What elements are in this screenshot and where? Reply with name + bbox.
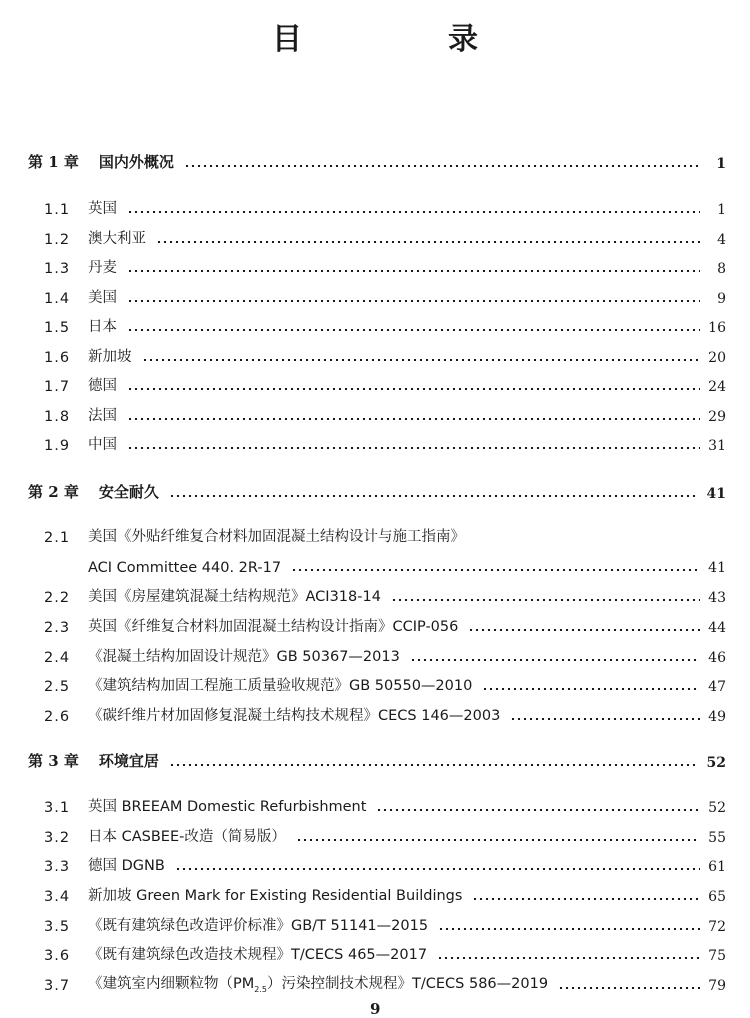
- section-title-part: 《建筑室内细颗粒物（PM: [88, 976, 255, 993]
- dot-leader: [410, 659, 700, 661]
- section-number: 2.5: [44, 679, 71, 695]
- dot-leader: [468, 629, 700, 631]
- page-number: 9: [717, 291, 726, 307]
- page-number: 55: [708, 830, 726, 846]
- section-title: 美国《外贴纤维复合材料加固混凝土结构设计与施工指南》: [88, 529, 465, 545]
- section-title: 英国: [88, 201, 117, 217]
- toc-section-2-3[interactable]: [0, 610, 750, 636]
- toc-section-1-3[interactable]: [0, 251, 750, 277]
- section-title-part: ）污染控制技术规程》T/CECS 586—2019: [267, 976, 549, 993]
- section-title: 中国: [88, 437, 117, 453]
- section-number: 3.6: [44, 948, 71, 964]
- toc-section-3-3[interactable]: [0, 849, 750, 875]
- section-number: 1.7: [44, 379, 71, 395]
- section-number: 2.4: [44, 650, 71, 666]
- toc-section-1-4[interactable]: [0, 281, 750, 307]
- toc-section-1-9[interactable]: [0, 428, 750, 454]
- page-number: 29: [708, 409, 726, 425]
- section-number: 2.6: [44, 709, 71, 725]
- toc-section-2-5[interactable]: [0, 669, 750, 695]
- dot-leader: [376, 809, 700, 811]
- toc-section-2-1-continuation[interactable]: [0, 550, 750, 576]
- section-number: 1.2: [44, 232, 71, 248]
- section-title: 英国 BREEAM Domestic Refurbishment: [88, 799, 367, 815]
- section-title: 美国: [88, 290, 117, 306]
- chapter-number: 第 2 章: [28, 483, 79, 501]
- dot-leader: [127, 418, 700, 420]
- section-number: 3.1: [44, 800, 71, 816]
- section-title: 《既有建筑绿色改造技术规程》T/CECS 465—2017: [88, 947, 428, 963]
- page-number: 52: [708, 800, 726, 816]
- toc-section-3-1[interactable]: [0, 790, 750, 816]
- dot-leader: [127, 270, 700, 272]
- page-number: 75: [708, 948, 726, 964]
- dot-leader: [438, 928, 700, 930]
- page-number: 47: [708, 679, 726, 695]
- toc-chapter-1[interactable]: [0, 146, 750, 172]
- toc-chapter-3[interactable]: [0, 745, 750, 771]
- chapter-number: 第 3 章: [28, 752, 79, 770]
- section-title: 《既有建筑绿色改造评价标准》GB/T 51141—2015: [88, 918, 429, 934]
- section-number: 3.5: [44, 919, 71, 935]
- section-title: 美国《房屋建筑混凝土结构规范》ACI318-14: [88, 589, 381, 605]
- section-number: 1.1: [44, 202, 71, 218]
- section-number: 3.2: [44, 830, 71, 846]
- toc-section-1-7[interactable]: [0, 369, 750, 395]
- page-title: 目 录: [272, 22, 536, 57]
- section-title: 德国 DGNB: [88, 858, 165, 874]
- toc-section-1-6[interactable]: [0, 340, 750, 366]
- page-number: 44: [708, 620, 726, 636]
- footer-page-number: 9: [370, 1000, 381, 1018]
- dot-leader: [391, 599, 700, 601]
- dot-leader: [510, 718, 700, 720]
- toc-section-2-1[interactable]: [0, 520, 750, 546]
- toc-section-1-5[interactable]: [0, 310, 750, 336]
- page-number: 61: [708, 859, 726, 875]
- toc-section-2-2[interactable]: [0, 580, 750, 606]
- dot-leader: [169, 495, 699, 497]
- section-number: 3.4: [44, 889, 71, 905]
- chapter-title: 国内外概况: [98, 153, 174, 171]
- dot-leader: [127, 388, 700, 390]
- toc-chapter-2[interactable]: [0, 476, 750, 502]
- section-title: 澳大利亚: [88, 231, 146, 247]
- dot-leader: [127, 329, 700, 331]
- section-number: 3.3: [44, 859, 71, 875]
- toc-section-1-8[interactable]: [0, 399, 750, 425]
- section-title: 日本: [88, 319, 117, 335]
- page-number: 72: [708, 919, 726, 935]
- page-number: 41: [708, 560, 726, 576]
- dot-leader: [169, 764, 699, 766]
- section-number: 1.9: [44, 438, 71, 454]
- dot-leader: [127, 447, 700, 449]
- section-title-continuation: ACI Committee 440. 2R-17: [88, 560, 282, 576]
- dot-leader: [291, 569, 700, 571]
- section-title: 新加坡: [88, 349, 132, 365]
- toc-section-2-4[interactable]: [0, 640, 750, 666]
- toc-section-1-1[interactable]: [0, 192, 750, 218]
- dot-leader: [156, 241, 700, 243]
- page-number: 79: [708, 978, 726, 994]
- section-title: 丹麦: [88, 260, 117, 276]
- page-number: 46: [708, 650, 726, 666]
- section-number: 3.7: [44, 978, 71, 994]
- section-number: 1.4: [44, 291, 71, 307]
- page-number: 31: [708, 438, 726, 454]
- chapter-title: 环境宜居: [98, 752, 159, 770]
- page-number: 4: [717, 232, 726, 248]
- page-number: 49: [708, 709, 726, 725]
- section-number: 1.6: [44, 350, 71, 366]
- toc-section-3-2[interactable]: [0, 820, 750, 846]
- section-title: 《混凝土结构加固设计规范》GB 50367—2013: [88, 649, 400, 665]
- section-title: 德国: [88, 378, 117, 394]
- section-number: 2.2: [44, 590, 71, 606]
- section-title: 法国: [88, 408, 117, 424]
- page-number: 20: [708, 350, 726, 366]
- section-title: 新加坡 Green Mark for Existing Residential Buildings: [88, 888, 463, 904]
- page-number: 8: [717, 261, 726, 277]
- section-number: 1.5: [44, 320, 71, 336]
- dot-leader: [127, 300, 700, 302]
- page-number: 1: [717, 202, 726, 218]
- toc-section-1-2[interactable]: [0, 222, 750, 248]
- dot-leader: [437, 957, 700, 959]
- section-number: 1.3: [44, 261, 71, 277]
- page-number: 43: [708, 590, 726, 606]
- page-number: 24: [708, 379, 726, 395]
- toc-section-3-4[interactable]: [0, 879, 750, 905]
- page-number: 1: [716, 156, 726, 172]
- section-title: [88, 972, 548, 994]
- chapter-title: 安全耐久: [98, 483, 159, 501]
- section-number: 1.8: [44, 409, 71, 425]
- section-title: 英国《纤维复合材料加固混凝土结构设计指南》CCIP-056: [88, 619, 459, 635]
- chapter-number: 第 1 章: [28, 153, 79, 171]
- dot-leader: [482, 688, 700, 690]
- page-number: 16: [708, 320, 726, 336]
- dot-leader: [127, 211, 700, 213]
- toc-section-3-6[interactable]: [0, 938, 750, 964]
- page-number: 65: [708, 889, 726, 905]
- dot-leader: [175, 868, 700, 870]
- dot-leader: [558, 987, 700, 989]
- page-number: 41: [706, 486, 726, 502]
- section-title: 日本 CASBEE-改造（简易版）: [88, 829, 286, 845]
- section-number: 2.3: [44, 620, 71, 636]
- toc-section-3-5[interactable]: [0, 909, 750, 935]
- toc-section-3-7[interactable]: [0, 968, 750, 994]
- section-title: 《碳纤维片材加固修复混凝土结构技术规程》CECS 146—2003: [88, 708, 501, 724]
- subscript: 2.5: [254, 985, 267, 994]
- dot-leader: [184, 165, 700, 167]
- section-title: 《建筑结构加固工程施工质量验收规范》GB 50550—2010: [88, 678, 473, 694]
- dot-leader: [296, 839, 700, 841]
- dot-leader: [472, 898, 700, 900]
- page-number: 52: [706, 755, 726, 771]
- dot-leader: [142, 359, 701, 361]
- section-number: 2.1: [44, 530, 71, 546]
- toc-section-2-6[interactable]: [0, 699, 750, 725]
